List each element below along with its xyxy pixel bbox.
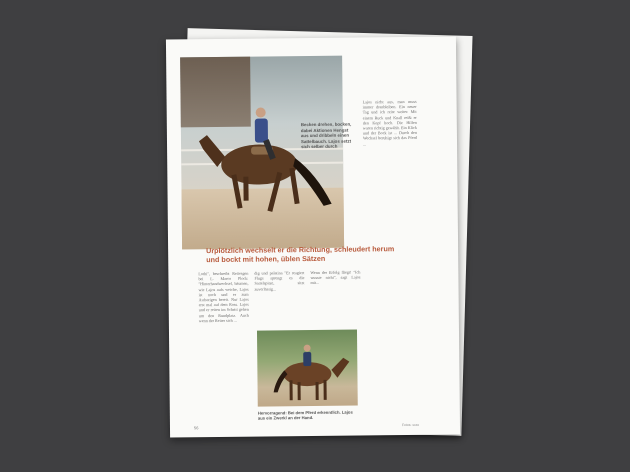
photo-caption: Becken drehen, bocken, dabei Aktionen Hengst aus und dribbeln einen Sattelbauch. Lajos setzt sich selber durch: [300, 121, 352, 150]
small-photo-caption: Hervorragend: Bei dem Pferd erkenntlich. Lajos aus ein Zwerkl an der Hand.: [257, 409, 353, 421]
article-column-3: Wenn der Erfolg fliegt! "Ich wusste nicht", sagt Lajos mit...: [310, 269, 361, 286]
page-number: 56: [193, 425, 199, 431]
horse-with-rider-small: [257, 330, 358, 407]
small-horse-photo: [257, 330, 358, 407]
magazine-page: [166, 36, 460, 437]
article-column-2: dig und palatina "Er reagiert Flugs sprengt es die Sattelspitze, sitzt zuverlässig...: [254, 270, 305, 292]
horse-and-rider-illustration: [180, 56, 344, 250]
article-headline: Urplötzlich wechselt er die Richtung, schleudert herum und bockt mit hohen, üblen Sätzen: [206, 244, 395, 264]
article-column-4: Lajos nicht aus, man muss immer dranbleiben. Ein neuer Tag und ich reite weiter. Mit einem Ruck und Knall reißt er den Kopf hoch. Die Hilfen waren richtig gewählt. Ein Klick und der Bock ist ... Durch den Wechsel beruhigt sich das Pferd ...: [362, 98, 417, 147]
article-column-1: Lothi", beschreibt Reitesgen bei L. Marco Plock: "Hinterhandwechsel, bäumen, wie Lajos aufs weiche, Lajos ist noch und er zum Aufsteigen bereit. Nur Lajos erst mal auf dem Ross. Lajos und er reiten im Schritt gehen um den Rundplatz. Auch wenn der Reiter sich ...: [198, 270, 249, 324]
rearing-horse-photo: [180, 56, 352, 250]
photo-credit: Fotos: xxxx: [401, 422, 420, 428]
